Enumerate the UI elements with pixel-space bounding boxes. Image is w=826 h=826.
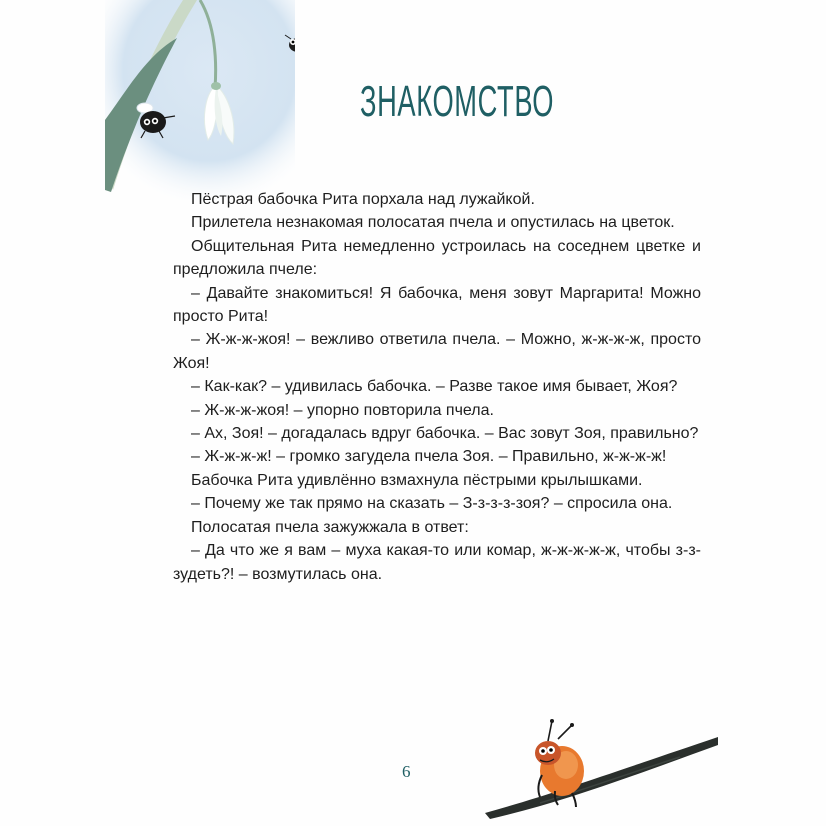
paragraph: Полосатая пчела зажужжала в ответ:	[191, 518, 469, 536]
paragraph: – Как-как? – удивилась бабочка. – Разве такое имя бывает, Жоя?	[191, 378, 678, 396]
paragraph: – Ж-ж-ж-ж! – громко загудела пчела Зоя. – Правильно, ж-ж-ж-ж!	[191, 448, 667, 466]
story-text	[173, 188, 701, 586]
paragraph: – Ах, Зоя! – догадалась вдруг бабочка. – Вас зовут Зоя, правильно?	[191, 425, 699, 443]
paragraph: Прилетела незнакомая полосатая пчела и опустилась на цветок.	[191, 214, 675, 232]
paragraph: – Давайте знакомиться! Я бабочка, меня зовут Маргарита! Можно просто Рита!	[173, 284, 701, 326]
paragraph: Пёстрая бабочка Рита порхала над лужайкой.	[191, 191, 535, 208]
paragraph: – Почему же так прямо на сказать – З-з-з-з-зоя? – спросила она.	[191, 495, 673, 513]
page-number: 6	[402, 762, 411, 781]
paragraph: Общительная Рита немедленно устроилась на соседнем цветке и предложила пчеле:	[173, 237, 701, 279]
snowdrop-illustration	[105, 0, 295, 200]
paragraph: – Ж-ж-ж-жоя! – упорно повторила пчела.	[191, 401, 494, 419]
paragraph: Бабочка Рита удивлённо взмахнула пёстрыми крылышками.	[191, 471, 643, 489]
chapter-title: ЗНАКОМСТВО	[360, 77, 555, 126]
paragraph: – Да что же я вам – муха какая-то или комар, ж-ж-ж-ж-ж, чтобы з-з-зудеть?! – возмутилась она.	[173, 542, 701, 583]
branch	[485, 737, 718, 819]
ladybug-illustration	[480, 715, 720, 820]
paragraph: – Ж-ж-ж-жоя! – вежливо ответила пчела. – Можно, ж-ж-ж-ж, просто Жоя!	[173, 331, 701, 372]
